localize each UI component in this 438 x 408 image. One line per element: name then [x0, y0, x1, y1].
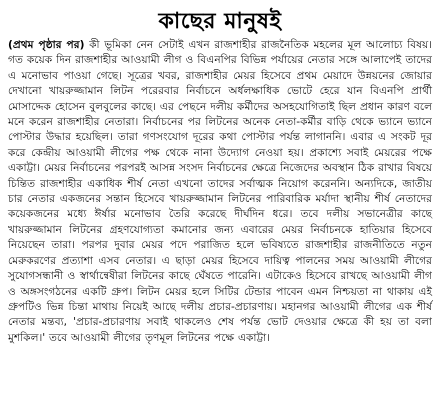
article-headline: কাছের মানুষই — [158, 8, 282, 34]
continued-from-label: (প্রথম পৃষ্ঠার পর) — [8, 39, 85, 51]
headline-container — [8, 4, 432, 38]
article-body — [8, 38, 432, 346]
article-body-text: কী ভূমিকা নেন সেটাই এখন রাজশাহীর রাজনৈতিক মহলের মূল আলোচ্য বিষয়। গত কয়েক দিন রাজশাহীর আওয়ামী লীগ ও বিএনপির বিভিন্ন পর্যায়ের নেতার সঙ্গে আলাপেই তাদের এ মনোভাব পাওয়া গেছে। সূত্রের খবর, রাজশাহীর মেয়র হিসেবে প্রথম মেয়াদে উন্নয়নের জোয়ার দেখানো খায়রুজ্জামান লিটন পরেরবার নির্বাচনে অর্ধলক্ষাধিক ভোটে হেরে যান বিএনপি প্রার্থী মোসাদ্দেক হোসেন বুলবুলের কাছে। এর পেছনে দলীয় কর্মীদের অসহযোগিতাই ছিল প্রধান কারণ বলে মনে করেন রাজশাহীর নেতারা। নির্বাচনের পর লিটনের অনেক নেতা-কর্মীর বাড়ি থেকে ভ্যানে ভ্যানে পোস্টার উদ্ধার হয়েছিল। তারা গণসংযোগ দূরের কথা পোস্টার পর্যন্ত লাগাননি। এবার এ সংকট দূর করে কেন্দ্রীয় আওয়ামী লীগের পক্ষ থেকে নানা উদ্যোগ নেওয়া হয়। প্রকাশ্যে সবাই মেয়রের পক্ষে একাট্টা। মেয়র নির্বাচনের পরপরই আসন্ন সংসদ নির্বাচনের ক্ষেত্রে নিজেদের অবস্থান ঠিক রাখার বিষয়ে চিন্তিত রাজশাহীর একাধিক শীর্ষ নেতা এখনো তাদের সর্বাত্মক নিয়োগ করেননি। অন্যদিকে, জাতীয় চার নেতার একজনের সন্তান হিসেবে খায়রুজ্জামান লিটনের পারিবারিক মর্যাদা স্থানীয় শীর্ষ নেতাদের কয়েকজনের মধ্যে ঈর্ষার মনোভাব তৈরি করেছে দীর্ঘদিন ধরে। তবে দলীয় সভানেত্রীর কাছে খায়রুজ্জামান লিটনের গ্রহণযোগ্যতা কমানোর জন্য এবারের মেয়র নির্বাচনকে হাতিয়ার হিসেবে নিয়েছেন তারা। পরপর দুবার মেয়র পদে পরাজিত হলে ভবিষ্যতে রাজশাহীর রাজনীতিতে নতুন মেরুকরণের প্রত্যাশা এসব নেতার। এ ছাড়া মেয়র হিসেবে দায়িত্ব পালনের সময় আওয়ামী লীগের সুযোগসন্ধানী ও স্বার্থান্বেষীরা লিটনের কাছে ঘেঁষতে পারেনি। এটাকেও হিসেবে রাখছে আওয়ামী লীগ ও অঙ্গসংগঠনের একটি গ্রুপ। লিটন মেয়র হলে সিটির টেন্ডার পাবেন এমন নিশ্চয়তা না থাকায় এই গ্রুপটিও ভিন্ন চিন্তা মাথায় নিয়েই আছে দলীয় প্রচার-প্রচারণায়। মহানগর আওয়ামী লীগের এক শীর্ষ নেতার মন্তব্য, 'প্রচার-প্রচারণায় সবাই থাকলেও শেষ পর্যন্ত ভোট দেওয়ার ক্ষেত্রে কী হয় তা বলা মুশকিল।' তবে আওয়ামী লীগের তৃণমূল লিটনের পক্ষে একাট্টা। — [8, 39, 432, 344]
